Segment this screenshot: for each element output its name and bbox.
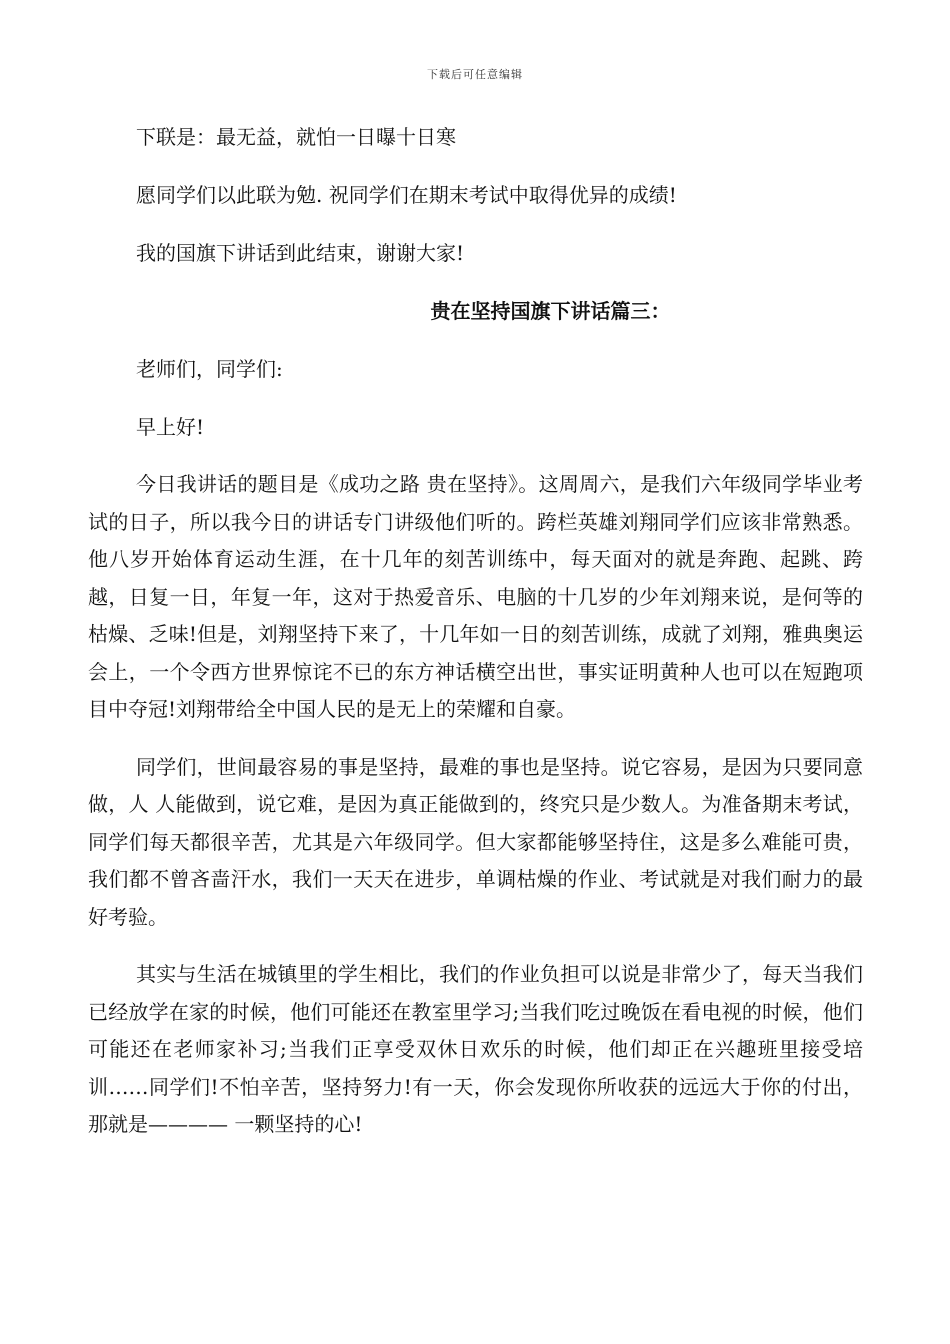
header-note: 下载后可任意编辑 [427,68,523,81]
document-body [88,118,863,1164]
wish-line: 愿同学们以此联为勉. 祝同学们在期末考试中取得优异的成绩! [136,183,677,207]
section-heading: 贵在坚持国旗下讲话篇三： [430,299,671,323]
greeting-teachers: 老师们，同学们: [136,357,283,381]
greeting-morning: 早上好! [136,415,205,439]
paragraph: 其实与生活在城镇里的学生相比，我们的作业负担可以说是非常少了，每天当我们已经放学在家的时候，他们可能还在教室里学习;当我们吃过晚饭在看电视的时候，他们可能还在老师家补习;当我们正享受双休日欢乐的时候，他们却正在兴趣班里接受培训……同学们!不怕辛苦，坚持努力!有一天，你会发现你所收获的远远大于你的付出，那就是———— 一颗坚持的心! [88,962,863,1136]
paragraph: 同学们，世间最容易的事是坚持，最难的事也是坚持。说它容易，是因为只要同意做，人 人能做到，说它难，是因为真正能做到的，终究只是少数人。为准备期末考试，同学们每天都很辛苦，尤其是六年级同学。但大家都能够坚持住，这是多么难能可贵，我们都不曾吝啬汗水，我们一天天在进步，单调枯燥的作业、考试就是对我们耐力的最好考验。 [88,754,863,929]
paragraph: 今日我讲话的题目是《成功之路 贵在坚持》。这周周六，是我们六年级同学毕业考试的日子，所以我今日的讲话专门讲级他们听的。跨栏英雄刘翔同学们应该非常熟悉。他八岁开始体育运动生涯，在十几年的刻苦训练中，每天面对的就是奔跑、起跳、跨越，日复一日，年复一年，这对于热爱音乐、电脑的十几岁的少年刘翔来说，是何等的枯燥、乏味!但是，刘翔坚持下来了，十几年如一日的刻苦训练，成就了刘翔，雅典奥运会上，一个令西方世界惊诧不已的东方神话横空出世，事实证明黄种人也可以在短跑项目中夺冠!刘翔带给全中国人民的是无上的荣耀和自豪。 [88,472,863,721]
closing-line: 我的国旗下讲话到此结束，谢谢大家! [136,241,465,265]
couplet-second-line: 下联是：最无益，就怕一日曝十日寒 [136,125,456,149]
